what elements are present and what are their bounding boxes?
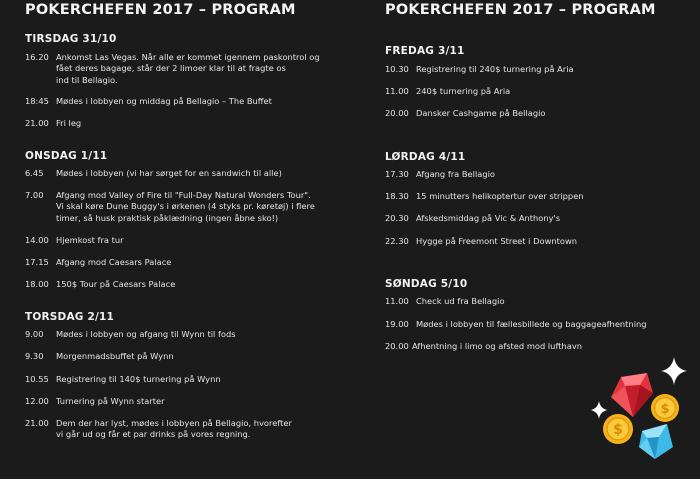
sparkle-icon [661,357,687,385]
schedule-item [25,257,356,268]
day-heading: LØRDAG 4/11 [385,151,466,163]
event-description: Dansker Cashgame på Bellagio [416,108,546,118]
svg-text:$: $ [613,422,623,438]
event-time: 20.00 [385,108,409,118]
event-time: 20.30 [385,213,409,223]
event-description: Mødes i lobbyen og afgang til Wynn til fods [56,329,236,339]
event-time: 20.00 [385,341,409,351]
schedule-item [25,418,356,441]
event-description: Turnering på Wynn starter [56,396,165,406]
event-description: Dem der har lyst, mødes i lobbyen på Bellagio, hvorefter vi går ud og får et par drinks på vores regning. [56,418,292,440]
event-time: 10.55 [25,374,49,384]
event-description: 15 minutters helikoptertur over strippen [416,191,584,201]
schedule-item [25,168,356,179]
event-time: 22.30 [385,236,409,246]
event-time: 18:45 [25,96,49,106]
right-program-title: POKERCHEFEN 2017 – PROGRAM [385,2,656,18]
ruby-gem-icon [611,373,653,417]
event-description: Afskedsmiddag på Vic & Anthony's [416,213,561,223]
schedule-item [385,296,696,307]
event-description: Afhentning i limo og afsted mod lufthavn [412,341,582,351]
schedule-item [25,96,356,107]
day-heading: SØNDAG 5/10 [385,278,468,290]
event-description: Check ud fra Bellagio [416,296,505,306]
schedule-item [385,169,696,180]
day-heading: TORSDAG 2/11 [25,311,115,323]
day-heading: ONSDAG 1/11 [25,150,108,162]
schedule-item [385,319,696,330]
event-time: 21.00 [25,118,49,128]
event-time: 9.00 [25,329,44,339]
schedule-item [25,396,356,407]
event-description: Afgang mod Valley of Fire til "Full-Day Natural Wonders Tour". Vi skal køre Dune Buggy's i ørkenen (4 styks pr. køretøj) i flere timer, så husk praktisk påklædning (ingen åbne sko!) [56,190,315,223]
gold-coin-icon [651,394,679,422]
event-description: Registrering til 140$ turnering på Wynn [56,374,221,384]
sparkle-icon [591,401,607,419]
schedule-item [25,329,356,340]
event-time: 6.45 [25,168,44,178]
event-description: Afgang fra Bellagio [416,169,496,179]
schedule-item [25,374,356,385]
event-description: Mødes i lobbyen og middag på Bellagio – The Buffet [56,96,272,106]
event-time: 12.00 [25,396,49,406]
event-time: 19.00 [385,319,409,329]
event-time: 11.00 [385,296,409,306]
event-time: 10.30 [385,64,409,74]
event-description: Registrering til 240$ turnering på Aria [416,64,574,74]
event-description: Morgenmadsbuffet på Wynn [56,351,174,361]
svg-text:$: $ [660,402,670,417]
schedule-item [385,236,696,247]
schedule-item [385,64,696,75]
schedule-item [385,86,696,97]
schedule-item [385,108,696,119]
event-description: Hygge på Freemont Street i Downtown [416,236,577,246]
schedule-item [25,279,356,290]
schedule-item [385,341,692,352]
event-time: 16.20 [25,52,49,62]
schedule-item [385,191,696,202]
event-description: 240$ turnering på Aria [416,86,511,96]
event-description: Ankomst Las Vegas. Når alle er kommet igennem paskontrol og fået deres bagage, står der 2 limoer klar til at fragte os ind til Bellagio. [56,52,320,85]
day-heading: TIRSDAG 31/10 [25,33,117,45]
event-time: 7.00 [25,190,44,200]
schedule-item [25,52,356,86]
event-description: Fri leg [56,118,82,128]
gold-coin-icon [603,414,633,444]
event-time: 14.00 [25,235,49,245]
event-description: Mødes i lobbyen til fællesbillede og baggageafhentning [416,319,647,329]
event-time: 21.00 [25,418,49,428]
left-program-title: POKERCHEFEN 2017 – PROGRAM [25,2,296,18]
event-description: Mødes i lobbyen (vi har sørget for en sandwich til alle) [56,168,282,178]
schedule-item [25,351,356,362]
event-description: Afgang mod Caesars Palace [56,257,172,267]
event-time: 17.30 [385,169,409,179]
event-time: 18.30 [385,191,409,201]
schedule-item [385,213,696,224]
event-time: 18.00 [25,279,49,289]
day-heading: FREDAG 3/11 [385,45,465,57]
event-time: 9.30 [25,351,44,361]
schedule-item [25,235,356,246]
event-description: 150$ Tour på Caesars Palace [56,279,176,289]
schedule-item [25,190,356,224]
event-time: 11.00 [385,86,409,96]
blue-diamond-icon [639,424,673,459]
event-time: 17.15 [25,257,49,267]
event-description: Hjemkost fra tur [56,235,124,245]
gems-and-coins-illustration [585,355,690,465]
schedule-item [25,118,356,129]
